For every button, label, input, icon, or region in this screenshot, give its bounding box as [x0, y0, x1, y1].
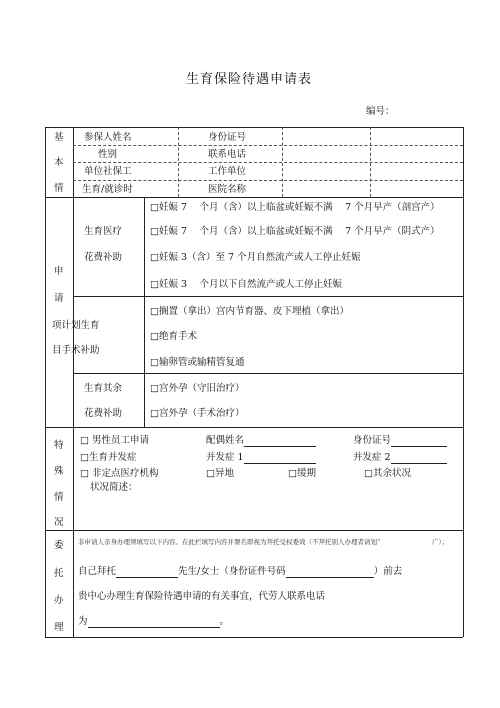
complication-1-field[interactable]	[206, 452, 316, 464]
medical-label-1: 生育医疗	[84, 226, 123, 237]
male-employee-checkbox[interactable]: □ 男性员工申请	[80, 435, 149, 446]
gender-label: 性别	[98, 149, 118, 160]
non-designated-checkbox[interactable]: □ 非定点医疗机构	[80, 468, 159, 479]
complication-1-label: 并发症 1	[206, 452, 244, 463]
special-side-char-3: 情	[54, 492, 64, 503]
medical-label-2: 花费补助	[84, 252, 123, 263]
fp-option-recanalization[interactable]: □输卵管或输精管复通	[150, 357, 245, 368]
complication-checkbox[interactable]: □生育并发症	[80, 452, 137, 463]
spouse-id-field[interactable]	[353, 435, 447, 447]
entrust-side-char-1: 委	[54, 540, 64, 551]
basic-side-char-2: 本	[54, 157, 64, 168]
spouse-id-label: 身份证号	[353, 435, 392, 446]
entrust-line-2: 贵中心办理生育保险待遇申请的有关事宜，代劳人联系电话	[78, 591, 326, 602]
spouse-name-label: 配偶姓名	[206, 435, 245, 446]
id-number-label: 身份证号	[208, 132, 247, 143]
hospital-name-label: 医院名称	[208, 184, 247, 195]
complication-2-field[interactable]	[353, 452, 447, 464]
entrust-side-char-4: 理	[54, 622, 64, 633]
entrust-note: 非申请人亲身办理须填写以下内容。在此栏填写内容并署名即视为拜托受权委效（不拜托别人办理者请划“	[78, 538, 381, 546]
fp-option-iud[interactable]: □搁置（拿出）宫内节育器、皮下埋植（拿出）	[150, 306, 349, 317]
complication-2-label: 并发症 2	[353, 452, 391, 463]
other-place-checkbox[interactable]: □异地	[206, 468, 234, 479]
entrust-line-1[interactable]	[78, 566, 402, 578]
fp-option-sterilization[interactable]: □绝育手术	[150, 331, 197, 342]
special-side-char-1: 特	[54, 440, 64, 451]
entrust-side-char-3: 办	[54, 595, 64, 606]
medical-option-under-3-months[interactable]: □妊娠 3 个月以下自然流产或人工停止妊娠	[150, 279, 343, 290]
other-status-checkbox[interactable]: □其余状况	[364, 468, 411, 479]
apply-side-char-2: 请	[54, 293, 64, 304]
apply-side-line-1: 项计划生育	[52, 320, 100, 331]
special-side-char-2: 殊	[54, 466, 64, 477]
other-option-conservative[interactable]: □宫外孕（守旧治疗）	[150, 383, 245, 394]
entrust-phone-suffix: 。	[219, 616, 230, 627]
social-security-label: 单位社保工	[84, 166, 132, 177]
entrust-side-char-2: 托	[54, 568, 64, 579]
phone-label: 联系电话	[208, 149, 247, 160]
medical-option-caesarean[interactable]: □妊娠 7 个月（含）以上临盆或妊娠不满 7 个月早产（剖宫产）	[150, 202, 440, 213]
deferred-checkbox[interactable]: □缓期	[288, 468, 316, 479]
entrust-note-end: 广）；	[432, 538, 449, 546]
entrust-phone-prefix: 为	[78, 616, 88, 627]
apply-side-line-2: 目手术补助	[52, 345, 100, 356]
other-label-2: 花费补助	[84, 408, 123, 419]
basic-side-char-1: 基	[54, 132, 64, 143]
work-unit-label: 工作单位	[208, 166, 247, 177]
visit-time-label: 生育/就诊时	[82, 184, 133, 195]
entrust-self-label: 自己拜托	[78, 566, 117, 577]
entrust-line-3[interactable]	[78, 616, 229, 628]
other-label-1: 生育其余	[84, 383, 123, 394]
entrust-agent-label: 先生/女士（身份证件号码	[178, 566, 286, 577]
basic-side-char-3: 情	[54, 183, 64, 194]
medical-option-vaginal[interactable]: □妊娠 7 个月（含）以上临盆或妊娠不满 7 个月早产（阴式产）	[150, 226, 440, 237]
special-side-char-4: 况	[54, 517, 64, 528]
form-title: 生育保险待遇申请表	[186, 72, 313, 87]
entrust-go-label: ）前去	[373, 566, 403, 577]
insured-name-label: 参保人姓名	[84, 132, 132, 143]
medical-option-3-7-months[interactable]: □妊娠 3（含）至 7 个月自然流产或人工停止妊娠	[150, 252, 361, 263]
spouse-name-field[interactable]	[206, 435, 316, 447]
apply-side-char-1: 申	[54, 266, 64, 277]
description-label: 状况简述：	[90, 482, 138, 493]
form-number-label: 编号：	[366, 106, 395, 117]
other-option-surgical[interactable]: □宫外孕（手术治疗）	[150, 408, 245, 419]
